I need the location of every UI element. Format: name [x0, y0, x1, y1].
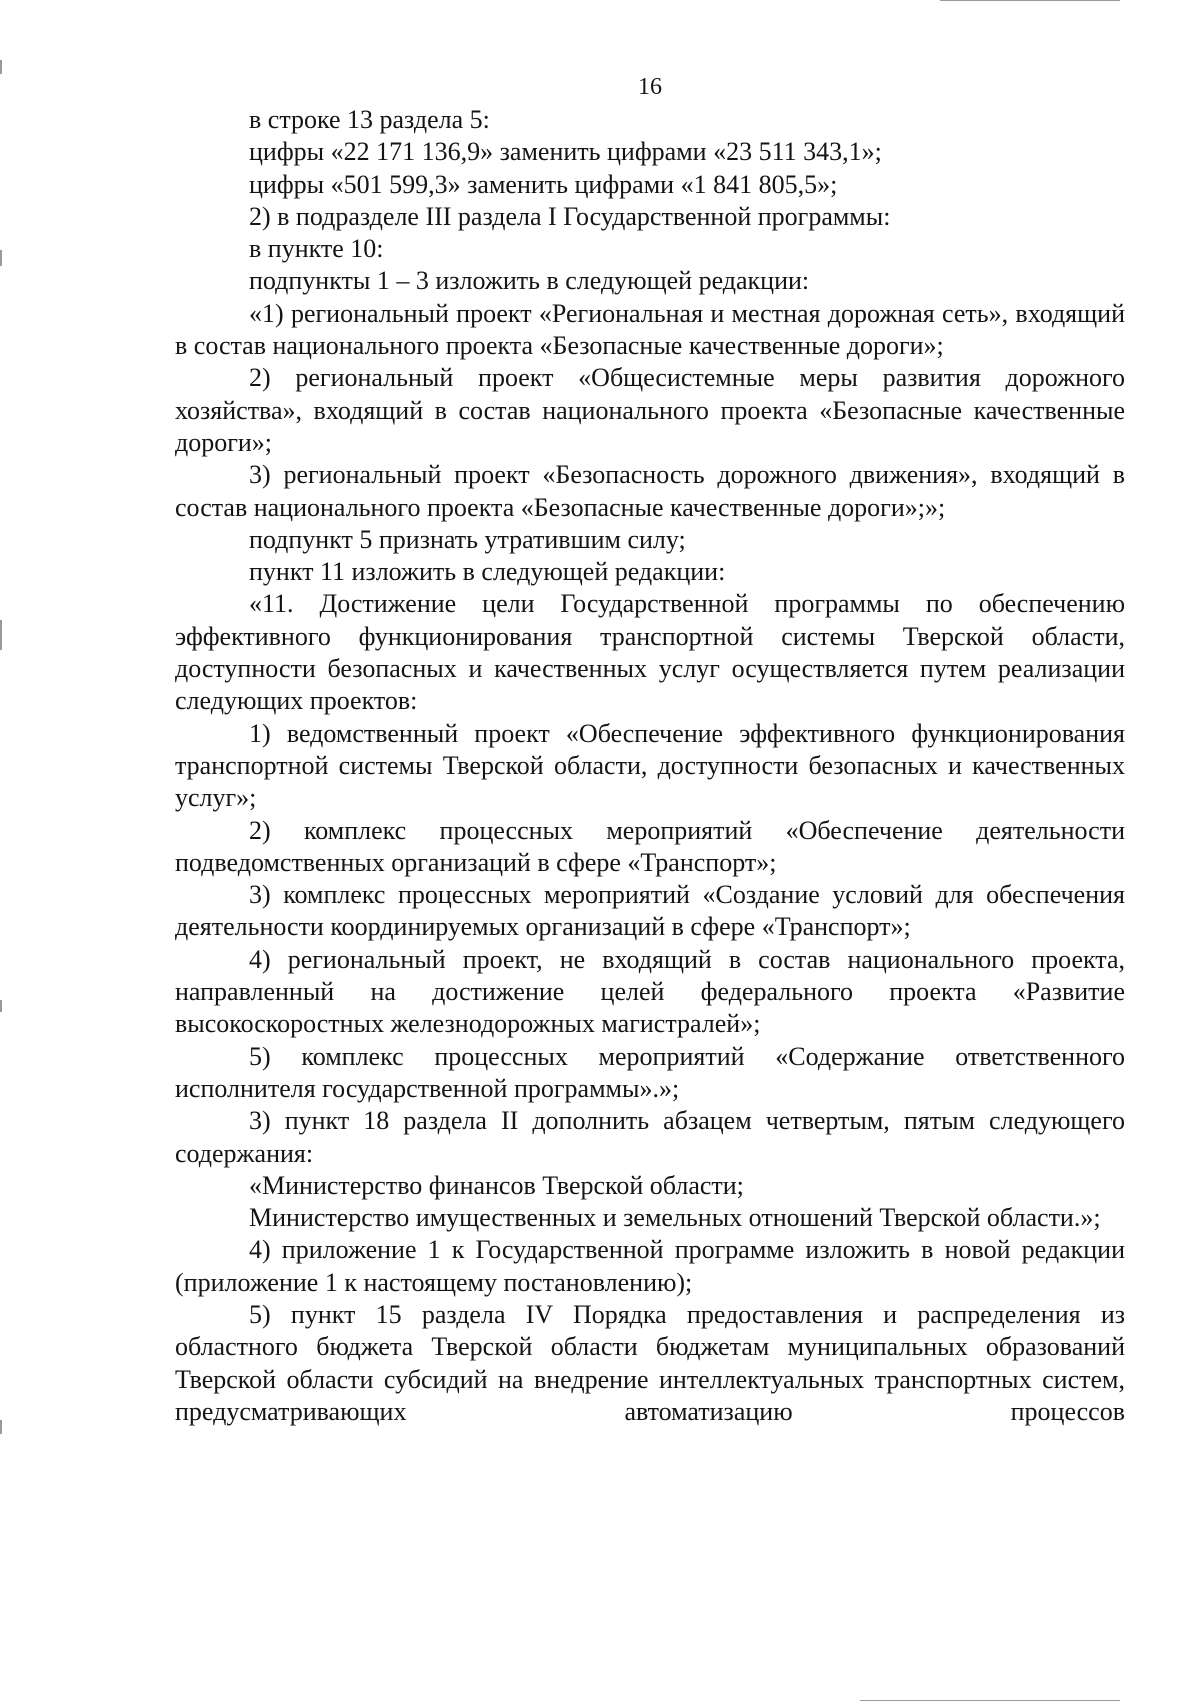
- paragraph-13: 1) ведомственный проект «Обеспечение эффективного функционирования транспортной системы Тверской области, доступности безопасных и качественных услуг»;: [175, 718, 1125, 813]
- scan-artifact: [0, 250, 2, 266]
- paragraph-17: 5) комплекс процессных мероприятий «Содержание ответственного исполнителя государственной программы».»;: [175, 1041, 1125, 1103]
- paragraph-22: 5) пункт 15 раздела IV Порядка предоставления и распределения из областного бюджета Тверской области бюджетам муниципальных образований Тверской области субсидий на внедрение интеллектуальных транспортных систем, предусматривающих автоматизацию процессов: [175, 1299, 1125, 1426]
- scan-artifact: [0, 620, 2, 650]
- paragraph-7: «1) региональный проект «Региональная и местная дорожная сеть», входящий в состав национального проекта «Безопасные качественные дороги»;: [175, 298, 1125, 361]
- paragraph-11: пункт 11 изложить в следующей редакции:: [249, 557, 726, 587]
- paragraph-3: цифры «501 599,3» заменить цифрами «1 841 805,5»;: [249, 169, 838, 199]
- paragraph-9: 3) региональный проект «Безопасность дорожного движения», входящий в состав национального проекта «Безопасные качественные дороги»;»;: [175, 460, 1125, 522]
- paragraph-6: подпункты 1 – 3 изложить в следующей редакции:: [249, 266, 810, 296]
- scan-artifact: [940, 0, 1120, 1]
- paragraph-8: 2) региональный проект «Общесистемные меры развития дорожного хозяйства», входящий в состав национального проекта «Безопасные качественные дороги»;: [175, 363, 1125, 457]
- paragraph-14: 2) комплекс процессных мероприятий «Обеспечение деятельности подведомственных организаций в сфере «Транспорт»;: [175, 815, 1125, 877]
- page-number: 16: [638, 74, 662, 100]
- paragraph-10: подпункт 5 признать утратившим силу;: [249, 524, 686, 554]
- paragraph-1: в строке 13 раздела 5:: [249, 105, 490, 134]
- paragraph-2: цифры «22 171 136,9» заменить цифрами «23 511 343,1»;: [249, 137, 882, 167]
- scan-artifact: [860, 1700, 1120, 1701]
- paragraph-4: 2) в подразделе III раздела I Государственной программы:: [249, 201, 891, 231]
- paragraph-16: 4) региональный проект, не входящий в состав национального проекта, направленный на достижение целей федерального проекта «Развитие высокоскоростных железнодорожных магистралей»;: [175, 944, 1125, 1039]
- scan-artifact: [0, 60, 2, 74]
- scan-artifact: [0, 1000, 2, 1012]
- document-body: [175, 104, 1125, 1428]
- paragraph-5: в пункте 10:: [249, 234, 384, 264]
- paragraph-15: 3) комплекс процессных мероприятий «Создание условий для обеспечения деятельности координируемых организаций в сфере «Транспорт»;: [175, 880, 1125, 942]
- paragraph-20: Министерство имущественных и земельных отношений Тверской области.»;: [249, 1203, 1101, 1233]
- paragraph-18: 3) пункт 18 раздела II дополнить абзацем четвертым, пятым следующего содержания:: [175, 1106, 1125, 1168]
- paragraph-21: 4) приложение 1 к Государственной программе изложить в новой редакции (приложение 1 к настоящему постановлению);: [175, 1235, 1125, 1297]
- paragraph-12: «11. Достижение цели Государственной программы по обеспечению эффективного функционирования транспортной системы Тверской области, доступности безопасных и качественных услуг осуществляется путем реализации следующих проектов:: [175, 589, 1125, 716]
- paragraph-19: «Министерство финансов Тверской области;: [249, 1170, 744, 1200]
- scan-artifact: [0, 1420, 2, 1434]
